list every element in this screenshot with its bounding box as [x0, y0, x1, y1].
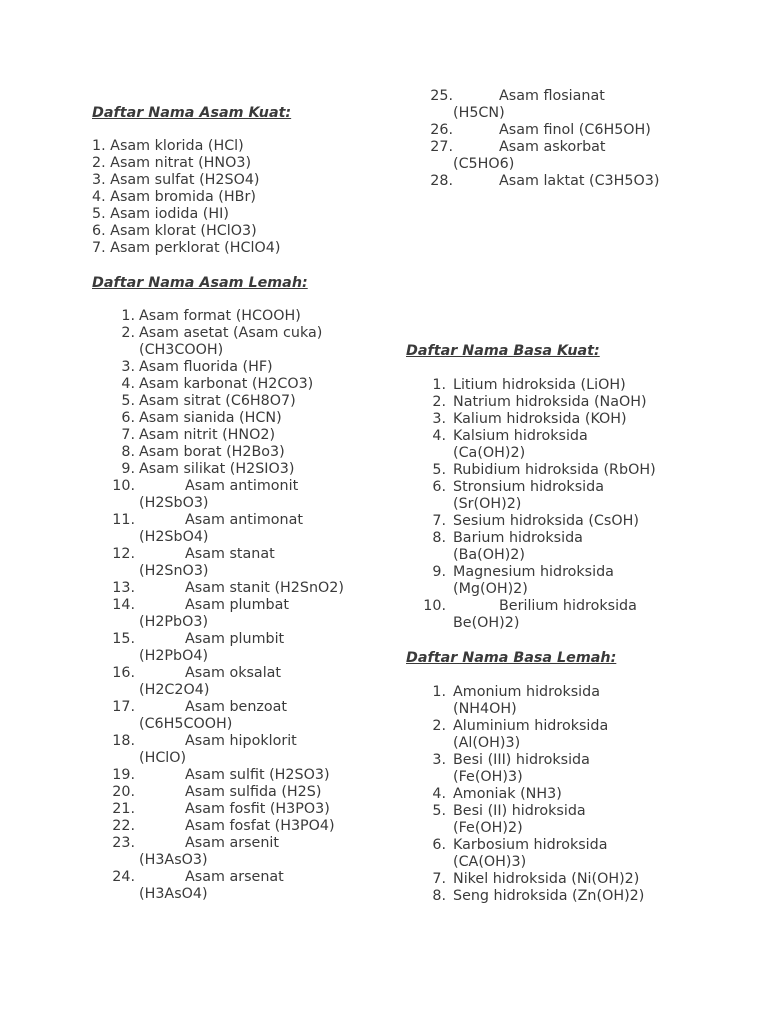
list-basa-kuat	[406, 377, 746, 632]
list-item	[406, 564, 746, 598]
list-item-text: Amonium hidroksida	[453, 684, 600, 700]
list-number: 27.	[430, 139, 453, 155]
list-number: 25.	[430, 88, 453, 104]
list-item-text: Magnesium hidroksida	[453, 564, 614, 580]
list-item-text: Asam karbonat (H2CO3)	[139, 376, 314, 392]
list-item: 7. Asam perklorat (HClO4)	[92, 240, 281, 256]
list-item	[406, 513, 746, 530]
list-item	[406, 122, 746, 139]
list-item-text: Asam fluorida (HF)	[139, 359, 273, 375]
list-number: 6.	[432, 479, 446, 495]
list-item: 4. Asam bromida (HBr)	[92, 189, 256, 205]
list-item	[406, 411, 746, 428]
list-item-text-continued: (H2SbO3)	[139, 495, 209, 511]
list-number: 5.	[121, 393, 135, 409]
list-item: 1. Asam klorida (HCl)	[92, 138, 244, 154]
list-number: 10.	[423, 598, 446, 614]
list-item	[92, 699, 392, 733]
list-item-text: Nikel hidroksida (Ni(OH)2)	[453, 871, 640, 887]
list-asam-lemah-lanjutan	[406, 88, 746, 190]
list-number: 22.	[112, 818, 135, 834]
list-item-text: Asam borat (H2Bo3)	[139, 444, 285, 460]
list-item-text-continued: (Fe(OH)3)	[453, 769, 523, 785]
list-item-text: Aluminium hidroksida	[453, 718, 609, 734]
list-number: 1.	[432, 684, 446, 700]
list-number: 7.	[121, 427, 135, 443]
list-item-text: Asam finol (C6H5OH)	[499, 122, 651, 138]
list-item-text-continued: (CH3COOH)	[139, 342, 224, 358]
list-item-text: Sesium hidroksida (CsOH)	[453, 513, 639, 529]
list-number: 1.	[432, 377, 446, 393]
list-item-text-continued: (H2PbO3)	[139, 614, 209, 630]
list-item	[92, 308, 392, 325]
list-item-text: Asam sulfit (H2SO3)	[185, 767, 330, 783]
list-item	[406, 479, 746, 513]
list-item	[406, 394, 746, 411]
list-item	[406, 173, 746, 190]
list-item	[92, 597, 392, 631]
list-item	[406, 803, 746, 837]
list-item-text: Kalium hidroksida (KOH)	[453, 411, 627, 427]
list-item	[406, 598, 746, 632]
list-item-text-continued: (Fe(OH)2)	[453, 820, 523, 836]
list-number: 10.	[112, 478, 135, 494]
list-number: 7.	[432, 871, 446, 887]
list-number: 9.	[432, 564, 446, 580]
list-number: 7.	[432, 513, 446, 529]
list-item	[406, 837, 746, 871]
heading-asam-kuat: Daftar Nama Asam Kuat:	[92, 105, 292, 121]
list-item-text: Asam oksalat	[185, 665, 282, 681]
list-item-text: Asam plumbit	[185, 631, 285, 647]
list-item-text-continued: (H5CN)	[453, 105, 505, 121]
list-item-text-continued: (C6H5COOH)	[139, 716, 233, 732]
list-number: 17.	[112, 699, 135, 715]
list-number: 4.	[432, 786, 446, 802]
list-number: 2.	[432, 718, 446, 734]
list-item-text-continued: (Ba(OH)2)	[453, 547, 525, 563]
list-item-text: Karbosium hidroksida	[453, 837, 608, 853]
list-number: 18.	[112, 733, 135, 749]
list-item-text: Asam laktat (C3H5O3)	[499, 173, 660, 189]
list-item-text-continued: (CA(OH)3)	[453, 854, 527, 870]
list-asam-kuat	[92, 138, 280, 257]
list-item	[92, 784, 392, 801]
list-item	[406, 462, 746, 479]
list-item	[92, 767, 392, 784]
list-item	[92, 444, 392, 461]
heading-basa-kuat: Daftar Nama Basa Kuat:	[406, 343, 600, 359]
list-number: 8.	[121, 444, 135, 460]
list-item-text: Stronsium hidroksida	[453, 479, 604, 495]
list-item	[406, 718, 746, 752]
list-item-text: Natrium hidroksida (NaOH)	[453, 394, 647, 410]
list-number: 3.	[432, 411, 446, 427]
list-number: 4.	[432, 428, 446, 444]
list-item-text: Asam flosianat	[499, 88, 605, 104]
list-number: 5.	[432, 803, 446, 819]
list-item	[406, 786, 746, 803]
list-item-text-continued: (H2C2O4)	[139, 682, 210, 698]
list-item	[92, 665, 392, 699]
list-number: 4.	[121, 376, 135, 392]
list-number: 28.	[430, 173, 453, 189]
list-number: 23.	[112, 835, 135, 851]
heading-asam-lemah: Daftar Nama Asam Lemah:	[92, 275, 308, 291]
list-item-text: Asam stanit (H2SnO2)	[185, 580, 344, 596]
list-number: 11.	[112, 512, 135, 528]
list-item-text: Asam antimonit	[185, 478, 299, 494]
list-item	[92, 512, 392, 546]
list-item-text-continued: (H2SnO3)	[139, 563, 209, 579]
list-item-text: Berilium hidroksida	[499, 598, 637, 614]
list-item	[406, 428, 746, 462]
list-item	[92, 733, 392, 767]
list-item	[406, 684, 746, 718]
list-basa-lemah	[406, 684, 746, 905]
list-item-text: Asam stanat	[185, 546, 275, 562]
list-item-text: Asam format (HCOOH)	[139, 308, 301, 324]
list-number: 9.	[121, 461, 135, 477]
list-item-text-continued: (HClO)	[139, 750, 187, 766]
list-item	[92, 580, 392, 597]
list-item-text: Asam sianida (HCN)	[139, 410, 282, 426]
list-number: 24.	[112, 869, 135, 885]
list-item-text-continued: Be(OH)2)	[453, 615, 520, 631]
list-item-text: Asam fosfit (H3PO3)	[185, 801, 330, 817]
list-item-text: Asam askorbat	[499, 139, 606, 155]
list-item-text: Asam plumbat	[185, 597, 289, 613]
list-number: 19.	[112, 767, 135, 783]
list-item	[92, 546, 392, 580]
list-number: 15.	[112, 631, 135, 647]
list-item-text-continued: (NH4OH)	[453, 701, 517, 717]
list-item	[92, 869, 392, 903]
list-number: 16.	[112, 665, 135, 681]
list-item-text-continued: (H3AsO3)	[139, 852, 208, 868]
list-item: 6. Asam klorat (HClO3)	[92, 223, 257, 239]
list-item	[406, 139, 746, 173]
list-number: 6.	[121, 410, 135, 426]
list-item	[92, 478, 392, 512]
list-item	[406, 752, 746, 786]
list-item-text: Asam hipoklorit	[185, 733, 297, 749]
list-item-text: Amoniak (NH3)	[453, 786, 562, 802]
list-item-text-continued: (Sr(OH)2)	[453, 496, 522, 512]
list-item	[92, 393, 392, 410]
list-number: 20.	[112, 784, 135, 800]
list-item	[92, 835, 392, 869]
list-item-text: Rubidium hidroksida (RbOH)	[453, 462, 656, 478]
list-item	[92, 427, 392, 444]
list-item: 3. Asam sulfat (H2SO4)	[92, 172, 260, 188]
list-item	[92, 801, 392, 818]
list-number: 13.	[112, 580, 135, 596]
list-item-text: Litium hidroksida (LiOH)	[453, 377, 626, 393]
list-item	[406, 88, 746, 122]
list-item-text-continued: (Mg(OH)2)	[453, 581, 528, 597]
list-item-text: Asam arsenat	[185, 869, 284, 885]
list-number: 3.	[432, 752, 446, 768]
list-item-text-continued: (H3AsO4)	[139, 886, 208, 902]
list-item	[92, 359, 392, 376]
list-item	[92, 376, 392, 393]
list-number: 21.	[112, 801, 135, 817]
list-item-text: Asam fosfat (H3PO4)	[185, 818, 335, 834]
list-item-text-continued: (H2SbO4)	[139, 529, 209, 545]
list-item	[92, 631, 392, 665]
list-item-text: Besi (II) hidroksida	[453, 803, 586, 819]
list-item-text-continued: (C5HO6)	[453, 156, 515, 172]
list-number: 8.	[432, 888, 446, 904]
list-item-text: Asam antimonat	[185, 512, 303, 528]
list-number: 26.	[430, 122, 453, 138]
list-item-text: Kalsium hidroksida	[453, 428, 588, 444]
list-item-text: Asam sulfida (H2S)	[185, 784, 322, 800]
list-item-text-continued: (Ca(OH)2)	[453, 445, 526, 461]
list-item-text: Asam asetat (Asam cuka)	[139, 325, 323, 341]
list-number: 3.	[121, 359, 135, 375]
list-item-text: Asam silikat (H2SIO3)	[139, 461, 295, 477]
list-item	[406, 871, 746, 888]
list-item	[92, 818, 392, 835]
list-item-text: Asam benzoat	[185, 699, 288, 715]
list-asam-lemah	[92, 308, 392, 903]
list-item	[92, 410, 392, 427]
list-item-text-continued: (H2PbO4)	[139, 648, 209, 664]
list-item	[92, 461, 392, 478]
list-item: 5. Asam iodida (HI)	[92, 206, 229, 222]
list-item	[92, 325, 392, 359]
list-item-text: Besi (III) hidroksida	[453, 752, 590, 768]
list-item	[406, 888, 746, 905]
list-number: 2.	[121, 325, 135, 341]
list-number: 2.	[432, 394, 446, 410]
list-item-text: Barium hidroksida	[453, 530, 583, 546]
list-item-text: Seng hidroksida (Zn(OH)2)	[453, 888, 645, 904]
list-number: 1.	[121, 308, 135, 324]
list-item-text-continued: (Al(OH)3)	[453, 735, 521, 751]
list-number: 6.	[432, 837, 446, 853]
list-number: 5.	[432, 462, 446, 478]
list-item-text: Asam arsenit	[185, 835, 279, 851]
list-item-text: Asam sitrat (C6H8O7)	[139, 393, 296, 409]
list-item: 2. Asam nitrat (HNO3)	[92, 155, 252, 171]
list-item	[406, 377, 746, 394]
list-item	[406, 530, 746, 564]
list-number: 8.	[432, 530, 446, 546]
list-item-text: Asam nitrit (HNO2)	[139, 427, 276, 443]
list-number: 14.	[112, 597, 135, 613]
heading-basa-lemah: Daftar Nama Basa Lemah:	[406, 650, 617, 666]
list-number: 12.	[112, 546, 135, 562]
